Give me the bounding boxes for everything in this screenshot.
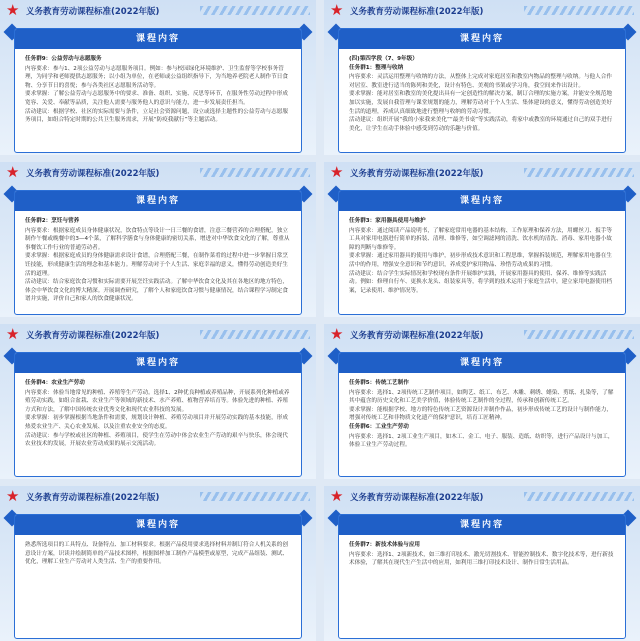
slide-thumbnail[interactable] <box>324 0 640 155</box>
decorative-stripes <box>524 492 634 501</box>
slide-title: 义务教育劳动课程标准(2022年版) <box>350 493 484 503</box>
decorative-stripes <box>200 6 310 15</box>
slide-thumbnail[interactable] <box>324 486 640 641</box>
content-card <box>14 190 302 315</box>
slide-title: 义务教育劳动课程标准(2022年版) <box>350 169 484 179</box>
card-title: 课程内容 <box>15 29 301 49</box>
decorative-stripes <box>200 168 310 177</box>
slide-title: 义务教育劳动课程标准(2022年版) <box>26 169 160 179</box>
slide-thumbnail[interactable] <box>324 324 640 479</box>
paragraph: 活动建议：结合家庭饮食习惯和实际需要开展烹饪实践活动。了解中华饮食文化及其在各地区的地方特色，体会中华饮食文化的博大精深。开展调查研究，了解个人和家庭饮食习惯与健康情况，结合课程学习制定食谱并实施，评价自己和家人的饮食健康状况。 <box>25 279 288 303</box>
slide-title: 义务教育劳动课程标准(2022年版) <box>26 7 160 17</box>
slide-thumbnail[interactable] <box>0 324 316 479</box>
red-star-icon: ★ <box>6 1 20 19</box>
paragraph: 内容要求：体验当地常见的种植、养殖等生产劳动。选择1、2种优良种植或养殖品种，开展系列化种植或养殖劳动实践，如组合盆栽、农业生产等领域的新技术、水产养殖、植物营养培育等。体验先进的种植、养殖方式和方法，了解中国传统农业优秀文化和现代农业科技的发展。 <box>25 389 290 413</box>
card-body <box>339 211 625 301</box>
slide-header <box>324 486 640 508</box>
decorative-stripes <box>524 6 634 15</box>
slide-header <box>0 0 316 22</box>
card-title: 课程内容 <box>15 191 301 211</box>
card-body <box>339 49 625 139</box>
card-title: 课程内容 <box>15 353 301 373</box>
content-card <box>14 352 302 477</box>
decorative-stripes <box>524 168 634 177</box>
slide-header <box>0 486 316 508</box>
card-body <box>339 535 625 574</box>
decorative-stripes <box>524 330 634 339</box>
paragraph: 内容要求：根据家庭成员身体健康状况，饮食特点等设计一日三餐的食谱，注意三餐营养的合理搭配，独立制作午餐或晚餐中的3—4个菜，了解科学膳食与身体健康的密切关系，增进对中华饮食文化的了解，尊重从事餐饮工作行业的普通劳动者。 <box>25 227 290 251</box>
red-star-icon: ★ <box>6 325 20 343</box>
slide-title: 义务教育劳动课程标准(2022年版) <box>26 331 160 341</box>
content-card <box>338 352 626 477</box>
slide-thumbnail[interactable] <box>0 0 316 155</box>
paragraph: 要求掌握：能根据学校、地方的特色传统工艺资源设计并制作作品，初步形成传统工艺的设计与制作能力，增强对传统工艺和非物质文化遗产的保护意识，培育工匠精神。 <box>349 406 612 422</box>
decorative-stripes <box>200 492 310 501</box>
slide-title: 义务教育劳动课程标准(2022年版) <box>26 493 160 503</box>
content-card <box>338 28 626 153</box>
card-title: 课程内容 <box>339 515 625 535</box>
paragraph: 内容要求：选择1、2项传统工艺制作项目，如陶艺、纸工、布艺、木雕、刺绣、蜡染、剪纸、扎染等，了解其中蕴含的历史文化和工艺美学价值，体验传统工艺制作的全过程，传承和创新传统工艺。 <box>349 389 614 405</box>
red-star-icon: ★ <box>330 325 344 343</box>
paragraph: 活动建议：组织开展“我的小家我来美化”“最美书桌”等实践活动，将家中或教室的环境通过自己的双手进行美化，让学生在动手体验中感受到劳动的乐趣与价值。 <box>349 117 613 132</box>
paragraph: 内容要求：选择1、2项新技术，如三维打印技术、激光切割技术、智能控制技术、数字化技术等，进行新技术体验，了解其在现代生产生活中的应用，如利用三维打印技术设计、制作日常生活用品。 <box>349 551 614 567</box>
paragraph: 要求掌握：了解公益劳动与志愿服务中的要求、准备、组织、实施、反思等环节，在服务性劳动过程中形成宽容、关爱、奉献等品质，关注他人需要与服务他人的意识与能力，进一步发展责任担当。 <box>25 91 288 106</box>
paragraph: 活动建议：参与学校或社区的种植、养殖项目，使学生在劳动中体会农业生产劳动的艰辛与快乐，体会现代农业技术的发展，开展农业劳动成果的展示交流活动。 <box>25 432 288 448</box>
slide-header <box>324 0 640 22</box>
red-star-icon: ★ <box>6 487 20 505</box>
paragraph: 要求掌握：根据家庭成员的身体健康需求设计食谱，合理搭配三餐，在制作菜肴的过程中进一步掌握日常烹饪技能，形成健康生活的理念和基本能力。理解劳动对于个人生活、家庭幸福的意义，懂得劳动创造美好生活的道理。 <box>25 253 288 277</box>
task-heading: 任务群1：整理与收纳 <box>349 64 404 71</box>
card-title: 课程内容 <box>15 515 301 535</box>
paragraph: 活动建议：根据学校、社区的实际需要与条件，立足社会资源问题，设立或选择主题性的公益劳动与志愿服务项目，如组合特定时期的公共卫生服务需求，开展“防疫我献行”等主题活动。 <box>25 108 288 124</box>
paragraph: 熟悉所选项目的工具特点、设备特点、加工材料要求。根据产品使用要求选择材料并制订符合人机关系的创意设计方案，识读并绘制简单的产品技术图样，根据图样加工制作产品模型或原型，完成产品组装、测试、优化，理解工业生产劳动对人类生活、生产的重要作用。 <box>25 542 288 566</box>
task-heading: 任务群5：传统工艺制作 <box>349 380 409 386</box>
slide-header <box>0 324 316 346</box>
decorative-stripes <box>200 330 310 339</box>
card-body <box>339 373 625 456</box>
red-star-icon: ★ <box>330 163 344 181</box>
paragraph: 内容要求：选择1、2项工业生产项目，如木工、金工、电子、服装、造纸、纺织等，进行产品设计与加工，体验工业生产劳动过程。 <box>349 433 614 449</box>
paragraph: 要求掌握：通过家用器具的使用与维护，初步形成技术意识和工程思维，掌握拆装规范，理解家用电器在生活中的作用，增强安全意识和节约意识，养成爱护家用物品、珍惜劳动成果的习惯。 <box>349 253 612 268</box>
card-body <box>15 535 301 573</box>
card-title: 课程内容 <box>339 353 625 373</box>
paragraph: 要求掌握：初步掌握根据当地条件和需要，规划设计种植、养殖劳动项目并开展劳动实践的基本技能，形成热爱农业生产、关心农业发展、以及注重农业安全的态度。 <box>25 415 288 430</box>
card-body <box>15 373 301 455</box>
slide-title: 义务教育劳动课程标准(2022年版) <box>350 331 484 341</box>
task-heading: 任务群9：公益劳动与志愿服务 <box>25 56 102 62</box>
paragraph: 活动建议：结合学生实际情况和学校现有条件开展维护实践，开展家用器具的使用、保养、维修等实践活动。例如：修理自行车、更换水龙头、组装家具等，将学到的技术运用于家庭生活中，建立家用电器使用档案，记录使用、维护情况等。 <box>349 270 612 294</box>
card-body <box>15 211 301 310</box>
slide-thumbnail[interactable] <box>0 486 316 641</box>
slide-header <box>0 162 316 184</box>
paragraph: 内容要求：通过阅读产品说明书，了解家庭常用电器的基本结构、工作原理和保养方法，用螺丝刀、扳手等工具对家用电器进行简单的拆装、清理、维修等，如空调滤网的清洗、饮水机的清洗、消毒、家用电器小故障的判断与维修等。 <box>349 227 612 251</box>
task-heading: 任务群6：工业生产劳动 <box>349 423 409 430</box>
red-star-icon: ★ <box>330 487 344 505</box>
paragraph: 内容要求：参与1、2项公益劳动与志愿服务项目。例如：参与校园绿化环境维护、卫生监督等学校事务管理，为同学和老师提供志愿服务；以小组为单位，在老师或公益组织指导下，为当地养老院老人制作节日食物、分享节日的喜悦；参与各类社区志愿服务活动等。 <box>25 65 288 89</box>
section-heading: (四)第四学段（7、9年级） <box>349 56 418 62</box>
card-title: 课程内容 <box>339 29 625 49</box>
task-heading: 任务群2：烹饪与营养 <box>25 218 80 224</box>
task-heading: 任务群3：家用器具使用与维护 <box>349 218 426 224</box>
slide-thumbnail[interactable] <box>0 162 316 317</box>
card-title: 课程内容 <box>339 191 625 211</box>
content-card <box>14 28 302 153</box>
card-body <box>15 49 301 131</box>
paragraph: 内容要求：灵活运用整理与收纳的方法，从整体上完成对家庭居室和教室内物品的整理与收纳。与他人合作对居室、教室进行适当的陈列和美化，设计有特色、美观的书架或学习角，我空间来作出设计。 <box>349 74 612 89</box>
task-heading: 任务群4：农业生产劳动 <box>25 380 85 386</box>
slide-header <box>324 162 640 184</box>
content-card <box>14 514 302 639</box>
content-card <box>338 190 626 315</box>
red-star-icon: ★ <box>6 163 20 181</box>
content-card <box>338 514 626 639</box>
slide-title: 义务教育劳动课程标准(2022年版) <box>350 7 484 17</box>
slide-header <box>324 324 640 346</box>
red-star-icon: ★ <box>330 1 344 19</box>
task-heading: 任务群7：新技术体验与应用 <box>349 542 421 548</box>
paragraph: 要求掌握：能对居室和教室的美化提出具有一定创造性的解决方案，制订合理的实施方案，并能安全规范地加以实施，发展自我管理与课堂规划的能力，理解劳动对于个人生活、集体建设的意义，懂得劳动创造美好生活的道理，养成认真细致地进行整理与收纳的劳动习惯。 <box>349 91 612 115</box>
slide-thumbnail[interactable] <box>324 162 640 317</box>
